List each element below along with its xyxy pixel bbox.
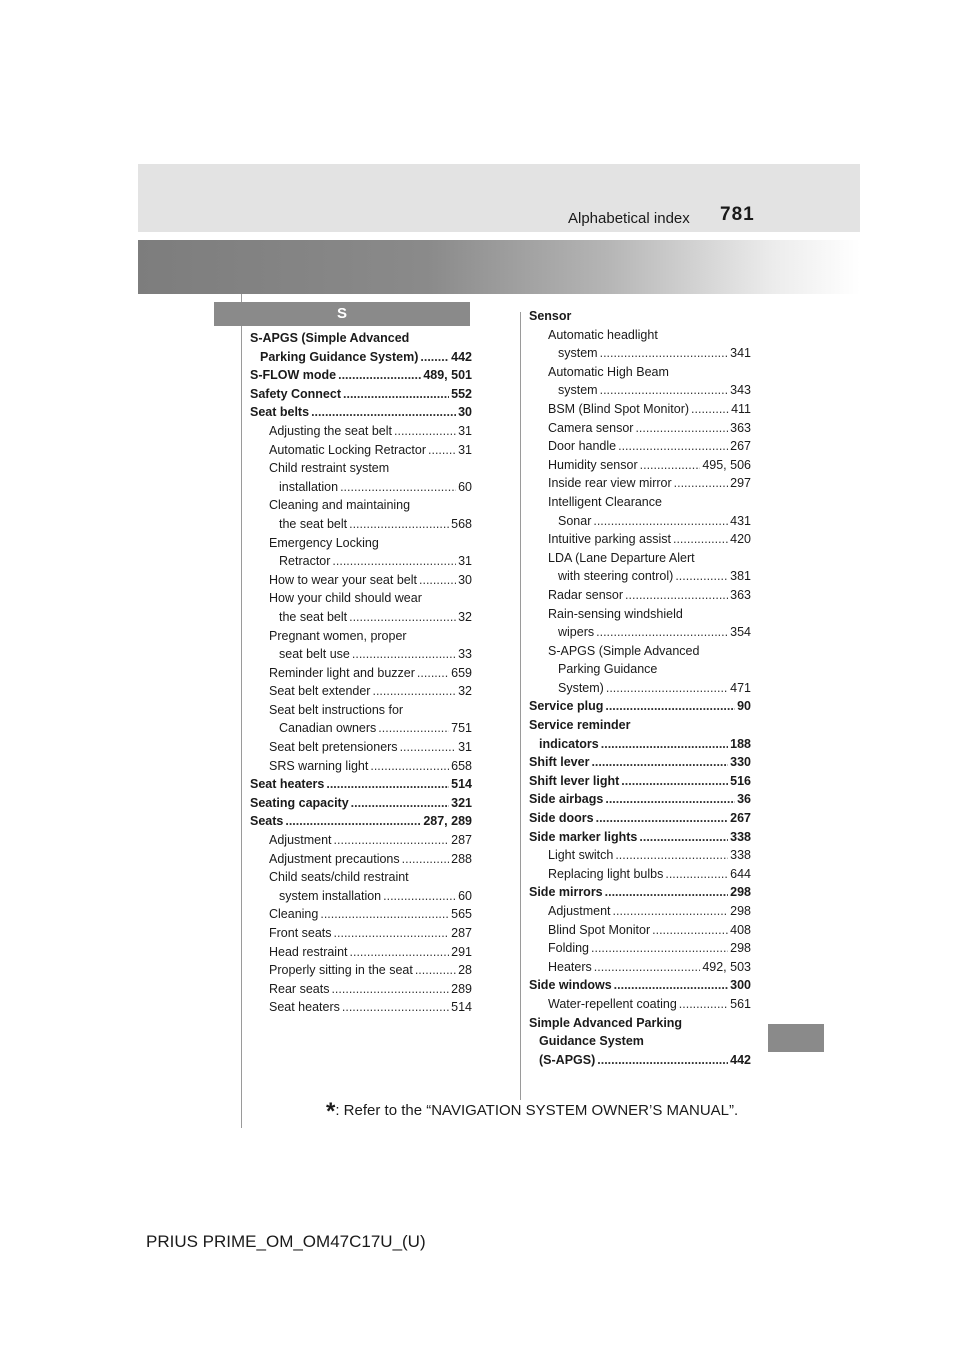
index-entry [250,422,472,441]
dot-leader [428,441,456,460]
index-entry-page: 471 [730,680,751,695]
dot-leader [614,976,728,995]
index-entry-label: Inside rear view mirror [548,476,672,491]
index-entry-label: Seats [250,814,284,829]
index-entry-page: 408 [730,922,751,937]
dot-leader [652,921,728,940]
header-gradient-bar [138,240,860,294]
index-entry-page: 60 [458,888,472,903]
index-entry-label: Emergency Locking [269,535,379,550]
dot-leader [600,344,729,363]
index-entry-label: system installation [279,888,382,903]
index-entry [250,496,472,515]
index-entry [529,419,751,438]
index-entry [250,459,472,478]
index-entry-page: 31 [458,554,472,569]
index-entry [529,549,751,568]
dot-leader [331,980,449,999]
index-entry-page: 267 [730,811,751,826]
dot-leader [665,865,728,884]
index-entry-page: 298 [730,885,751,900]
index-entry [250,645,472,664]
index-entry-label: LDA (Lane Departure Alert [548,550,695,565]
index-entry [529,846,751,865]
index-entry [529,400,751,419]
index-entry-label: Seat belt pretensioners [269,740,398,755]
index-entry [529,363,751,382]
index-entry [529,753,751,772]
index-entry-page: 31 [458,740,472,755]
index-entry [250,534,472,553]
index-entry [529,809,751,828]
dot-leader [597,1051,728,1070]
dot-leader [394,422,456,441]
index-entry [250,478,472,497]
index-entry [250,757,472,776]
index-entry-page: 561 [730,996,751,1011]
index-entry [529,697,751,716]
index-entry [529,437,751,456]
index-entry-label: Properly sitting in the seat [269,963,413,978]
index-entry [250,664,472,683]
dot-leader [334,831,450,850]
dot-leader [320,905,449,924]
index-entry-label: Sonar [558,513,592,528]
index-entry-label: Camera sensor [548,420,634,435]
index-entry-page: 31 [458,423,472,438]
index-entry [250,887,472,906]
index-entry-label: Child restraint system [269,461,390,476]
index-entry [529,735,751,754]
index-entry [529,1014,751,1033]
index-entry-page: 516 [730,773,751,788]
index-entry-label: Simple Advanced Parking [529,1015,683,1030]
dot-leader [417,664,449,683]
index-entry-page: 338 [730,829,751,844]
dot-leader [400,738,457,757]
index-entry-label: Retractor [279,554,331,569]
index-entry-page: 298 [730,941,751,956]
column-divider-middle [520,312,521,1100]
dot-leader [352,645,456,664]
index-entry-label: Adjustment precautions [269,851,400,866]
dot-leader [350,943,450,962]
dot-leader [596,809,729,828]
index-entry-page: 568 [451,516,472,531]
index-entry [529,772,751,791]
index-entry-label: Side marker lights [529,829,638,844]
column-divider-left [241,294,242,1128]
index-entry-page: 289 [451,981,472,996]
index-entry-page: 300 [730,978,751,993]
index-entry [529,958,751,977]
index-entry-page: 341 [730,346,751,361]
index-entry-page: 514 [451,1000,472,1015]
dot-leader [600,381,729,400]
dot-leader [351,794,449,813]
dot-leader [285,812,421,831]
index-entry [250,850,472,869]
dot-leader [338,366,421,385]
index-entry [529,790,751,809]
index-entry-label: Parking Guidance System) [260,349,419,364]
index-entry [250,943,472,962]
index-entry-page: 565 [451,907,472,922]
index-entry [529,1051,751,1070]
dot-leader [311,403,456,422]
dot-leader [419,571,456,590]
index-entry [250,905,472,924]
dot-leader [594,958,701,977]
index-entry [250,701,472,720]
index-entry-page: 659 [451,665,472,680]
index-entry-label: Safety Connect [250,386,341,401]
footnote-text: : Refer to the “NAVIGATION SYSTEM OWNER’S MANUAL”. [335,1102,739,1119]
index-entry-label: installation [279,479,339,494]
index-entry-label: Seat heaters [269,1000,340,1015]
dot-leader [332,552,456,571]
index-entry [529,902,751,921]
index-entry [529,326,751,345]
dot-leader [615,846,728,865]
index-entry-label: Cleaning and maintaining [269,498,411,513]
index-entry-label: indicators [539,736,599,751]
index-entry [529,474,751,493]
index-entry-page: 287, 289 [423,814,472,829]
index-entry [250,329,472,348]
index-entry-label: S-APGS (Simple Advanced [250,331,410,345]
index-entry-page: 343 [730,383,751,398]
index-entry-label: Door handle [548,439,617,454]
index-entry-page: 287 [451,926,472,940]
index-entry [529,605,751,624]
dot-leader [613,902,729,921]
dot-leader [605,790,735,809]
index-entry-label: with steering control) [558,569,674,584]
dot-leader [605,697,735,716]
index-entry-label: Automatic High Beam [548,364,669,379]
index-entry [250,366,472,385]
index-entry-page: 411 [731,401,751,416]
index-entry-label: SRS warning light [269,758,369,773]
dot-leader [601,735,728,754]
index-entry-label: Replacing light bulbs [548,866,664,881]
dot-leader [618,437,728,456]
index-entry-page: 267 [730,439,751,454]
index-entry-label: Automatic headlight [548,327,658,342]
index-entry-label: Heaters [548,959,592,974]
index-entry-label: Radar sensor [548,587,624,602]
index-column-left [250,329,472,1017]
index-entry-label: Service reminder [529,718,631,733]
dot-leader [639,828,728,847]
index-entry-page: 36 [737,792,751,807]
index-entry-page: 32 [458,609,472,624]
index-entry-label: Adjustment [548,904,611,918]
index-entry [529,921,751,940]
index-entry-label: Shift lever [529,755,590,770]
index-entry [250,403,472,422]
index-entry-label: Rear seats [269,981,330,996]
index-entry [250,812,472,831]
index-entry [529,567,751,586]
index-entry-page: 28 [458,963,472,978]
index-entry [529,883,751,902]
dot-leader [383,887,456,906]
index-entry [250,831,472,850]
dot-leader [326,775,449,794]
dot-leader [605,883,729,902]
index-entry [250,794,472,813]
index-entry-page: 644 [730,866,751,881]
dot-leader [378,719,449,738]
index-entry-page: 363 [730,420,751,435]
index-entry [250,738,472,757]
dot-leader [640,456,701,475]
index-entry [250,627,472,646]
index-entry-page: 381 [730,569,751,584]
index-entry-label: Side doors [529,811,594,826]
dot-leader [675,567,728,586]
index-entry-label: Intelligent Clearance [548,494,662,509]
index-entry-label: Seating capacity [250,795,349,810]
index-column-right [529,307,751,1069]
index-entry-page: 363 [730,587,751,602]
index-entry-label: Side airbags [529,792,604,807]
index-entry-label: System) [558,680,604,695]
index-entry-page: 60 [458,479,472,494]
index-entry [529,344,751,363]
index-entry-label: system [558,346,598,361]
index-entry-page: 338 [730,848,751,863]
dot-leader [349,608,456,627]
index-entry-page: 31 [458,442,472,457]
index-entry-label: Parking Guidance [558,662,658,677]
index-entry-label: S-APGS (Simple Advanced [548,643,700,658]
section-title: Alphabetical index [568,210,690,227]
index-entry [250,608,472,627]
index-entry-page: 431 [730,513,751,528]
dot-leader [596,623,728,642]
dot-leader [343,385,449,404]
index-entry-page: 495, 506 [702,457,751,472]
index-entry [250,719,472,738]
dot-leader [334,924,450,943]
index-entry [250,589,472,608]
index-entry-page: 330 [730,755,751,770]
index-entry-label: Head restraint [269,944,348,959]
index-entry [250,998,472,1017]
index-entry-label: Reminder light and buzzer [269,665,415,680]
index-entry-page: 288 [451,851,472,866]
index-entry-label: Light switch [548,848,614,863]
index-entry-label: Intuitive parking assist [548,532,671,547]
index-entry [529,1032,751,1051]
index-entry [250,682,472,701]
dot-leader [635,419,728,438]
dot-leader [674,474,729,493]
index-entry [529,995,751,1014]
index-entry-page: 298 [730,904,751,918]
index-entry-label: Blind Spot Monitor [548,922,651,937]
dot-leader [342,998,449,1017]
index-entry [250,385,472,404]
index-entry-label: How to wear your seat belt [269,572,417,587]
dot-leader [591,753,728,772]
index-entry [250,441,472,460]
index-entry-label: Guidance System [539,1034,644,1049]
index-entry [529,828,751,847]
index-entry [529,307,751,326]
index-entry-label: BSM (Blind Spot Monitor) [548,401,690,416]
index-entry [529,660,751,679]
dot-leader [420,348,449,367]
index-entry-label: Rain-sensing windshield [548,606,683,621]
index-entry-label: Seat belt instructions for [269,702,404,717]
index-entry [529,642,751,661]
dot-leader [625,586,728,605]
index-entry-label: Child seats/child restraint [269,870,409,885]
thumb-index-tab [768,1024,824,1052]
index-entry [529,586,751,605]
dot-leader [372,682,456,701]
index-entry [529,381,751,400]
index-entry [529,623,751,642]
index-entry-page: 420 [730,532,751,547]
index-entry [529,679,751,698]
index-entry-label: Adjusting the seat belt [269,423,392,438]
index-entry [529,512,751,531]
footnote [326,1098,738,1126]
index-entry-label: Seat belts [250,405,310,420]
index-entry-label: Folding [548,941,589,956]
index-entry [250,980,472,999]
footnote-marker: * [326,1098,336,1125]
index-entry-page: 33 [458,647,472,662]
index-entry-label: Side windows [529,978,612,993]
index-entry [529,939,751,958]
index-entry [250,515,472,534]
index-entry-label: Seat heaters [250,777,325,792]
index-entry-page: 354 [730,625,751,640]
dot-leader [621,772,728,791]
index-entry-label: system [558,383,598,398]
dot-leader [370,757,449,776]
index-entry-label: How your child should wear [269,591,422,606]
index-entry-label: Adjustment [269,833,332,848]
document-code: PRIUS PRIME_OM_OM47C17U_(U) [146,1232,426,1251]
index-entry-label: S-FLOW mode [250,368,337,383]
index-entry [529,865,751,884]
dot-leader [606,679,728,698]
index-entry-label: Shift lever light [529,773,620,788]
index-entry-page: 90 [737,699,751,714]
index-entry [250,348,472,367]
index-entry-label: (S-APGS) [539,1052,596,1067]
index-entry [250,552,472,571]
index-entry-label: Pregnant women, proper [269,628,407,643]
index-entry-label: Front seats [269,926,332,940]
index-entry [529,530,751,549]
index-entry-page: 442 [730,1052,751,1067]
dot-leader [673,530,728,549]
index-entry-page: 188 [730,736,751,751]
index-entry-page: 489, 501 [423,368,472,383]
index-entry-page: 751 [451,721,472,736]
index-entry [250,571,472,590]
index-entry [529,716,751,735]
index-entry [250,924,472,943]
index-entry [250,961,472,980]
index-entry-label: wipers [558,625,595,640]
index-entry-page: 30 [458,572,472,587]
index-entry-label: Service plug [529,699,604,714]
index-entry [529,493,751,512]
index-entry-page: 297 [730,476,751,491]
index-entry-label: Humidity sensor [548,457,638,472]
dot-leader [591,939,728,958]
index-entry-page: 32 [458,684,472,699]
index-entry-label: Seat belt extender [269,684,371,699]
index-entry-page: 321 [451,795,472,810]
index-entry-page: 514 [451,777,472,792]
dot-leader [679,995,728,1014]
index-entry-page: 492, 503 [702,959,751,974]
dot-leader [415,961,456,980]
index-entry-label: the seat belt [279,609,348,624]
index-entry-page: 287 [451,833,472,848]
index-entry-page: 552 [451,386,472,401]
dot-leader [593,512,728,531]
dot-leader [340,478,456,497]
index-entry-label: Automatic Locking Retractor [269,442,427,457]
index-entry-page: 291 [451,944,472,959]
index-entry-label: seat belt use [279,647,350,662]
index-entry [250,868,472,887]
index-entry-page: 30 [458,405,472,420]
dot-leader [691,400,729,419]
index-entry-label: Canadian owners [279,721,377,736]
index-entry [529,456,751,475]
index-entry [529,976,751,995]
index-entry-label: the seat belt [279,516,348,531]
index-entry-page: 442 [451,349,472,364]
page-number: 781 [720,204,755,225]
index-entry-label: Cleaning [269,907,319,922]
index-entry-label: Sensor [529,309,572,323]
index-entry-page: 658 [451,758,472,773]
index-entry [250,775,472,794]
section-letter-heading: S [214,302,470,326]
dot-leader [349,515,449,534]
index-entry-label: Water-repellent coating [548,996,677,1011]
dot-leader [402,850,450,869]
index-entry-label: Side mirrors [529,885,603,900]
